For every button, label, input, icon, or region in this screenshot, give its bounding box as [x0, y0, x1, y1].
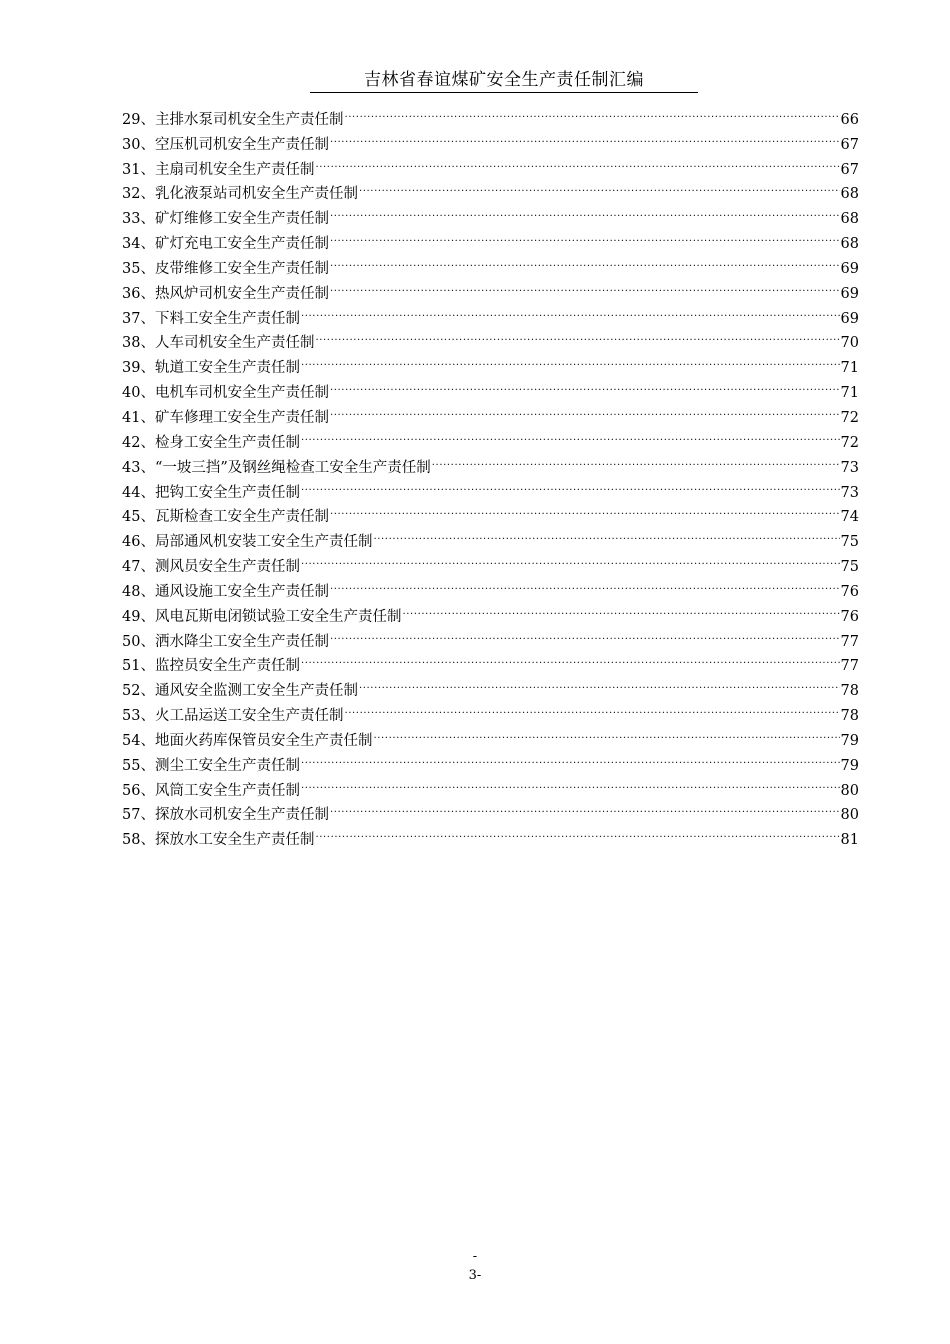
- toc-dot-leader: [330, 248, 840, 273]
- toc-entry-title: 53、火工品运送工安全生产责任制: [122, 708, 344, 725]
- toc-dot-leader: [330, 124, 840, 149]
- toc-dot-leader: [330, 223, 840, 248]
- toc-entry-title: 49、风电瓦斯电闭锁试验工安全生产责任制: [122, 608, 402, 625]
- toc-dot-leader: [330, 198, 840, 223]
- toc-entry-page-number: 80: [840, 807, 859, 824]
- toc-entry-title: 44、把钩工安全生产责任制: [122, 484, 300, 501]
- toc-dot-leader: [301, 546, 840, 571]
- toc-entry-title: 30、空压机司机安全生产责任制: [122, 136, 329, 153]
- toc-entry-page-number: 75: [840, 559, 859, 576]
- toc-dot-leader: [315, 819, 839, 844]
- toc-entry-title: 57、探放水司机安全生产责任制: [122, 807, 329, 824]
- toc-entry-page-number: 71: [840, 385, 859, 402]
- toc-entry-page-number: 74: [840, 509, 859, 526]
- toc-entry-page-number: 68: [840, 186, 859, 203]
- toc-entry[interactable]: [122, 99, 859, 128]
- toc-entry-page-number: 69: [840, 285, 859, 302]
- toc-entry-title: 55、测尘工安全生产责任制: [122, 757, 300, 774]
- toc-entry-page-number: 78: [840, 708, 859, 725]
- toc-dot-leader: [373, 521, 839, 546]
- toc-entry-page-number: 68: [840, 211, 859, 228]
- toc-entry-page-number: 68: [840, 236, 859, 253]
- table-of-contents: [122, 99, 859, 849]
- toc-dot-leader: [301, 422, 840, 447]
- toc-entry-page-number: 71: [840, 360, 859, 377]
- toc-entry-title: 38、人车司机安全生产责任制: [122, 335, 315, 352]
- toc-entry-title: 36、热风炉司机安全生产责任制: [122, 285, 329, 302]
- toc-entry-page-number: 81: [840, 832, 859, 849]
- toc-entry-title: 45、瓦斯检查工安全生产责任制: [122, 509, 329, 526]
- toc-entry-page-number: 72: [840, 434, 859, 451]
- toc-entry-page-number: 80: [840, 782, 859, 799]
- toc-dot-leader: [315, 323, 839, 348]
- toc-entry-page-number: 77: [840, 633, 859, 650]
- footer-page-number: 3-: [468, 1268, 482, 1283]
- toc-entry-page-number: 70: [840, 335, 859, 352]
- toc-dot-leader: [301, 472, 840, 497]
- toc-entry-title: 58、探放水工安全生产责任制: [122, 832, 315, 849]
- toc-entry-title: 48、通风设施工安全生产责任制: [122, 583, 329, 600]
- toc-entry-title: 47、测风员安全生产责任制: [122, 559, 300, 576]
- toc-dot-leader: [402, 596, 839, 621]
- toc-entry-page-number: 67: [840, 161, 859, 178]
- toc-entry-page-number: 73: [840, 459, 859, 476]
- toc-dot-leader: [301, 745, 840, 770]
- toc-dot-leader: [359, 174, 840, 199]
- toc-entry-page-number: 73: [840, 484, 859, 501]
- toc-dot-leader: [373, 720, 839, 745]
- toc-entry-title: 33、矿灯维修工安全生产责任制: [122, 211, 329, 228]
- toc-entry-page-number: 69: [840, 310, 859, 327]
- toc-dot-leader: [315, 149, 839, 174]
- toc-dot-leader: [344, 99, 839, 124]
- toc-entry-title: 51、监控员安全生产责任制: [122, 658, 300, 675]
- toc-dot-leader: [330, 372, 840, 397]
- toc-dot-leader: [359, 670, 840, 695]
- toc-dot-leader: [330, 397, 840, 422]
- toc-dot-leader: [301, 646, 840, 671]
- toc-entry-title: 37、下料工安全生产责任制: [122, 310, 300, 327]
- toc-dot-leader: [330, 571, 840, 596]
- toc-entry-page-number: 79: [840, 732, 859, 749]
- toc-entry-page-number: 67: [840, 136, 859, 153]
- toc-dot-leader: [330, 621, 840, 646]
- toc-entry-page-number: 76: [840, 583, 859, 600]
- toc-entry-title: 43、“一坡三挡”及钢丝绳检查工安全生产责任制: [122, 459, 431, 476]
- toc-entry-title: 41、矿车修理工安全生产责任制: [122, 409, 329, 426]
- toc-entry-title: 42、检身工安全生产责任制: [122, 434, 300, 451]
- toc-entry-title: 29、主排水泵司机安全生产责任制: [122, 111, 344, 128]
- toc-entry-page-number: 66: [840, 111, 859, 128]
- toc-entry-title: 50、洒水降尘工安全生产责任制: [122, 633, 329, 650]
- toc-entry-page-number: 78: [840, 683, 859, 700]
- toc-entry-title: 54、地面火药库保管员安全生产责任制: [122, 732, 373, 749]
- toc-dot-leader: [301, 770, 840, 795]
- toc-entry-title: 32、乳化液泵站司机安全生产责任制: [122, 186, 358, 203]
- toc-dot-leader: [344, 695, 839, 720]
- toc-entry-title: 39、轨道工安全生产责任制: [122, 360, 300, 377]
- document-header-title: 吉林省春谊煤矿安全生产责任制汇编: [310, 68, 698, 93]
- toc-entry-title: 35、皮带维修工安全生产责任制: [122, 260, 329, 277]
- toc-dot-leader: [330, 273, 840, 298]
- toc-entry-page-number: 77: [840, 658, 859, 675]
- toc-entry-page-number: 76: [840, 608, 859, 625]
- toc-dot-leader: [330, 795, 840, 820]
- toc-entry-title: 40、电机车司机安全生产责任制: [122, 385, 329, 402]
- toc-dot-leader: [330, 497, 840, 522]
- toc-entry-page-number: 69: [840, 260, 859, 277]
- toc-entry-title: 56、风筒工安全生产责任制: [122, 782, 300, 799]
- toc-entry-title: 46、局部通风机安装工安全生产责任制: [122, 534, 373, 551]
- toc-entry-title: 52、通风安全监测工安全生产责任制: [122, 683, 358, 700]
- toc-entry-page-number: 75: [840, 534, 859, 551]
- toc-dot-leader: [301, 347, 840, 372]
- footer-dash: -: [472, 1249, 478, 1264]
- toc-entry-title: 34、矿灯充电工安全生产责任制: [122, 236, 329, 253]
- toc-entry-page-number: 72: [840, 409, 859, 426]
- toc-entry-page-number: 79: [840, 757, 859, 774]
- toc-dot-leader: [432, 447, 840, 472]
- toc-entry-title: 31、主扇司机安全生产责任制: [122, 161, 315, 178]
- toc-dot-leader: [301, 298, 840, 323]
